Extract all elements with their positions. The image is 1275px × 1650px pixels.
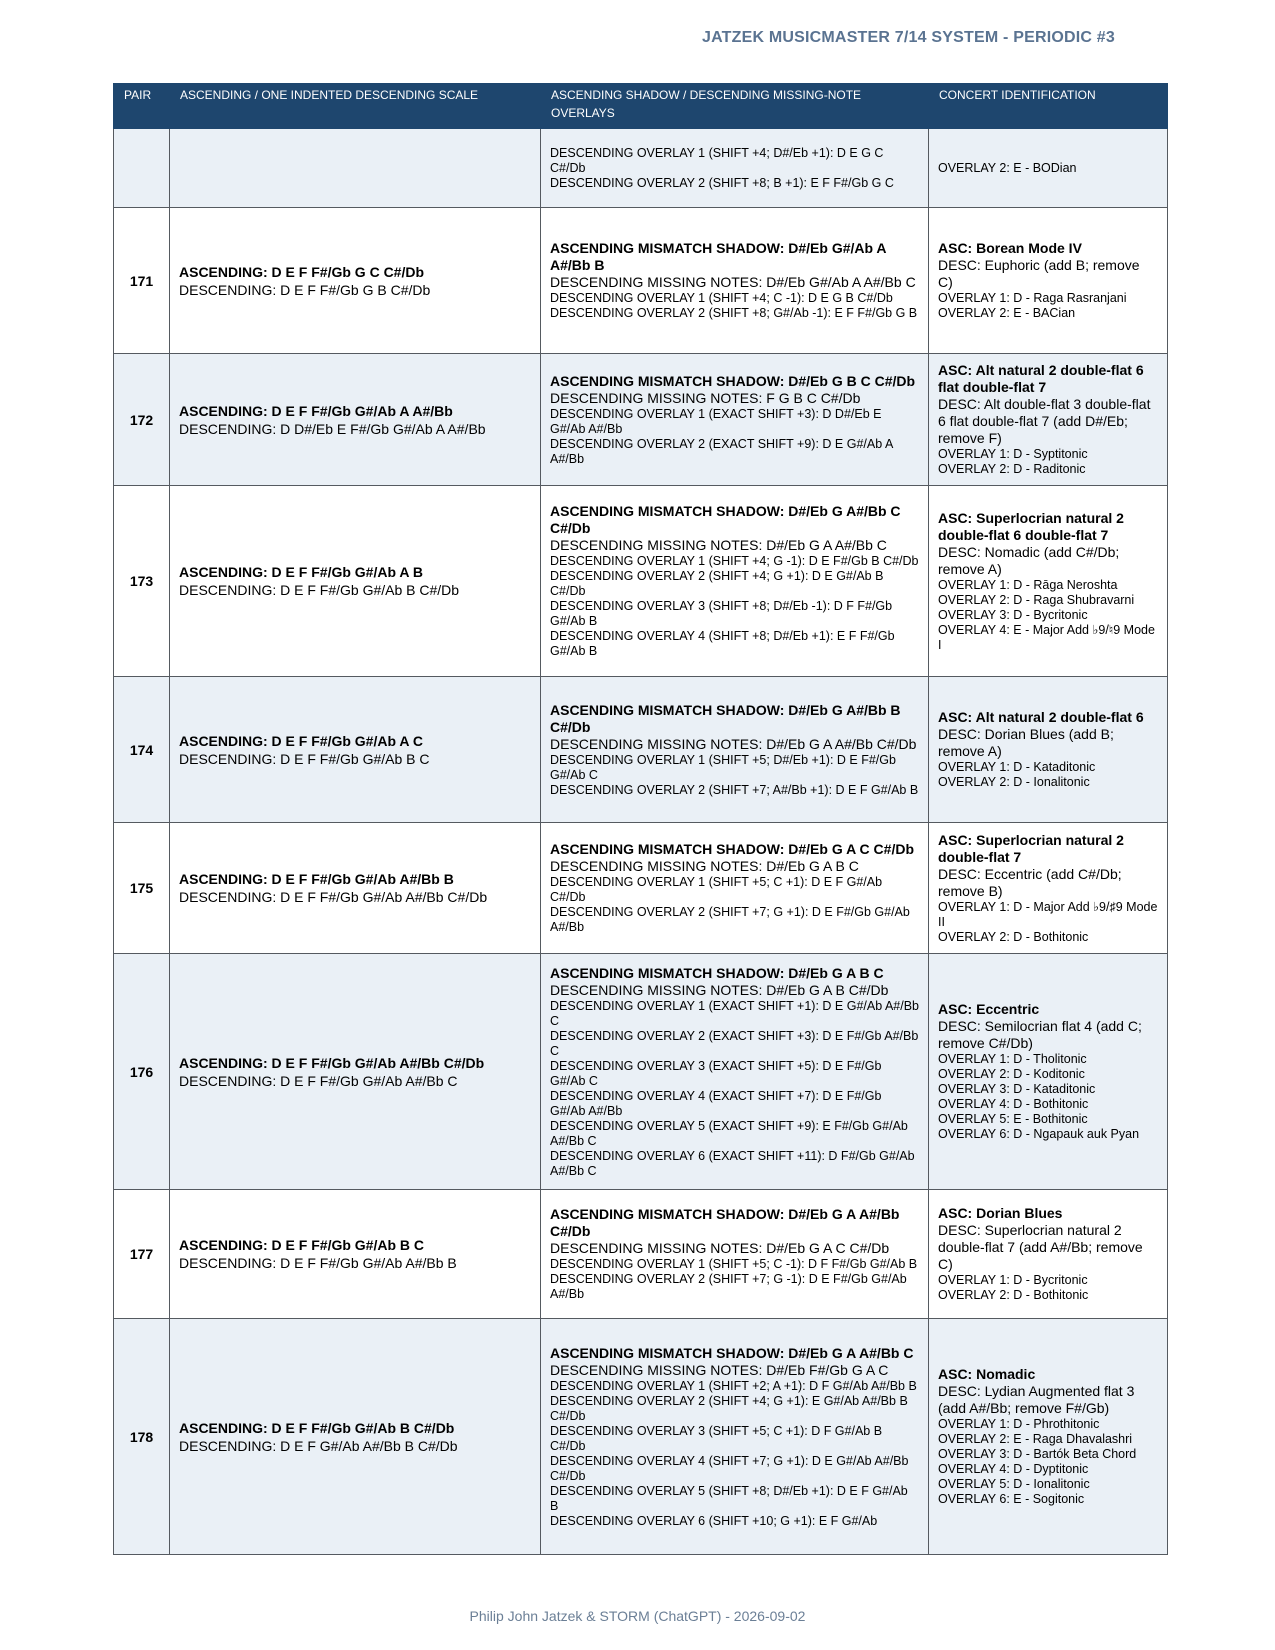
ascending-scale: ASCENDING: D E F F#/Gb G#/Ab A A#/Bb xyxy=(179,402,453,419)
concert-cell xyxy=(929,1319,1168,1555)
table-row xyxy=(114,1319,1168,1555)
concert-line: DESC: Alt double-flat 3 double-flat 6 flat double-flat 7 (add D#/Eb; remove F) xyxy=(938,396,1151,446)
overlay-line: DESCENDING OVERLAY 1 (SHIFT +4; C -1): D E G B C#/Db xyxy=(550,291,893,305)
overlay-line: DESCENDING MISSING NOTES: D#/Eb G A B C#/Db xyxy=(550,981,889,998)
ascending-scale: ASCENDING: D E F F#/Gb G#/Ab A#/Bb C#/Db xyxy=(179,1054,485,1071)
table-row xyxy=(114,208,1168,354)
concert-line: OVERLAY 2: D - Bothitonic xyxy=(938,929,1089,944)
overlay-line: DESCENDING MISSING NOTES: D#/Eb F#/Gb G A C xyxy=(550,1361,889,1378)
overlay-line: DESCENDING OVERLAY 6 (EXACT SHIFT +11): D F#/Gb G#/Ab A#/Bb C xyxy=(550,1148,915,1178)
overlay-cell xyxy=(541,823,929,954)
concert-line: OVERLAY 4: D - Bothitonic xyxy=(938,1097,1089,1111)
table-body xyxy=(114,129,1168,1555)
concert-line: ASC: Eccentric xyxy=(938,1001,1040,1017)
concert-cell xyxy=(929,129,1168,208)
table-row xyxy=(114,823,1168,954)
page-header-title: JATZEK MUSICMASTER 7/14 SYSTEM - PERIODIC #3 xyxy=(701,29,1115,46)
concert-line: DESC: Euphoric (add B; remove C) xyxy=(938,257,1140,290)
overlay-line: DESCENDING OVERLAY 2 (SHIFT +8; G#/Ab -1): E F F#/Gb G B xyxy=(550,306,918,320)
ascending-scale: ASCENDING: D E F F#/Gb G#/Ab B C xyxy=(179,1237,425,1253)
overlay-line: DESCENDING OVERLAY 5 (SHIFT +8; D#/Eb +1): D E F G#/Ab B xyxy=(550,1483,908,1513)
descending-scale: DESCENDING: D E F F#/Gb G#/Ab A#/Bb C xyxy=(179,1072,458,1089)
ascending-scale: ASCENDING: D E F F#/Gb G#/Ab A B xyxy=(179,564,423,580)
overlay-line: DESCENDING MISSING NOTES: D#/Eb G A C C#/Db xyxy=(550,1240,890,1256)
concert-line: OVERLAY 2: E - BACian xyxy=(938,306,1076,320)
overlay-line: DESCENDING MISSING NOTES: D#/Eb G A A#/Bb C#/Db xyxy=(550,735,917,752)
overlay-line: DESCENDING MISSING NOTES: F G B C C#/Db xyxy=(550,389,861,406)
pair-number: 176 xyxy=(114,954,170,1190)
overlay-line: DESCENDING OVERLAY 6 (SHIFT +10; G +1): E F G#/Ab xyxy=(550,1513,878,1528)
overlay-line: DESCENDING OVERLAY 4 (SHIFT +8; D#/Eb +1): E F F#/Gb G#/Ab B xyxy=(550,629,895,658)
concert-line: OVERLAY 4: D - Dyptitonic xyxy=(938,1462,1089,1476)
overlay-line: ASCENDING MISMATCH SHADOW: D#/Eb G A A#/Bb C#/Db xyxy=(550,1206,900,1239)
scale-cell xyxy=(170,823,541,954)
concert-line: ASC: Superlocrian natural 2 double-flat 6 double-flat 7 xyxy=(938,509,1124,543)
concert-cell xyxy=(929,1190,1168,1319)
pair-number: 174 xyxy=(114,677,170,823)
overlay-line: DESCENDING OVERLAY 4 (SHIFT +7; G +1): D E G#/Ab A#/Bb C#/Db xyxy=(550,1453,909,1483)
overlay-line: DESCENDING OVERLAY 2 (EXACT SHIFT +9): D E G#/Ab A A#/Bb xyxy=(550,436,893,466)
concert-line: ASC: Alt natural 2 double-flat 6 flat double-flat 7 xyxy=(938,362,1144,395)
ascending-scale: ASCENDING: D E F F#/Gb G#/Ab A#/Bb B xyxy=(179,871,454,887)
concert-cell xyxy=(929,823,1168,954)
concert-line: ASC: Dorian Blues xyxy=(938,1205,1063,1221)
overlay-line: DESCENDING OVERLAY 1 (EXACT SHIFT +3): D D#/Eb E G#/Ab A#/Bb xyxy=(550,406,882,436)
descending-scale: DESCENDING: D E F F#/Gb G#/Ab A#/Bb C#/Db xyxy=(179,889,488,905)
concert-line: OVERLAY 5: E - Bothitonic xyxy=(938,1112,1088,1126)
overlay-line: DESCENDING OVERLAY 3 (SHIFT +8; D#/Eb -1): D F F#/Gb G#/Ab B xyxy=(550,599,893,628)
pair-number xyxy=(114,129,170,208)
ascending-scale: ASCENDING: D E F F#/Gb G C C#/Db xyxy=(179,263,425,280)
overlay-cell xyxy=(541,1190,929,1319)
overlay-cell xyxy=(541,354,929,486)
concert-line: OVERLAY 3: D - Bycritonic xyxy=(938,607,1088,622)
concert-cell xyxy=(929,954,1168,1190)
concert-line: OVERLAY 2: D - Koditonic xyxy=(938,1067,1085,1081)
table-row xyxy=(114,1190,1168,1319)
concert-line: OVERLAY 1: D - Rāga Neroshta xyxy=(938,577,1118,592)
overlay-line: DESCENDING OVERLAY 1 (SHIFT +2; A +1): D F G#/Ab A#/Bb B xyxy=(550,1378,917,1393)
overlay-line: ASCENDING MISMATCH SHADOW: D#/Eb G A C C#/Db xyxy=(550,841,915,857)
scale-pairs-table xyxy=(113,83,1168,1555)
ascending-scale: ASCENDING: D E F F#/Gb G#/Ab A C xyxy=(179,732,423,749)
overlay-line: DESCENDING OVERLAY 2 (SHIFT +7; A#/Bb +1): D E F G#/Ab B xyxy=(550,782,919,797)
concert-line: OVERLAY 2: D - Bothitonic xyxy=(938,1288,1089,1302)
scale-cell xyxy=(170,954,541,1190)
table-row xyxy=(114,486,1168,677)
overlay-line: DESCENDING OVERLAY 2 (SHIFT +7; G +1): D E F#/Gb G#/Ab A#/Bb xyxy=(550,905,910,934)
overlay-line: DESCENDING OVERLAY 5 (EXACT SHIFT +9): E F#/Gb G#/Ab A#/Bb C xyxy=(550,1118,908,1148)
concert-line: DESC: Nomadic (add C#/Db; remove A) xyxy=(938,543,1120,577)
concert-line: ASC: Borean Mode IV xyxy=(938,240,1082,256)
descending-scale: DESCENDING: D E F G#/Ab A#/Bb B C#/Db xyxy=(179,1437,458,1454)
concert-line: OVERLAY 6: D - Ngapauk auk Pyan xyxy=(938,1127,1140,1141)
concert-cell xyxy=(929,677,1168,823)
overlay-line: DESCENDING OVERLAY 1 (SHIFT +4; D#/Eb +1): D E G C C#/Db xyxy=(550,145,884,175)
overlay-cell xyxy=(541,1319,929,1555)
overlay-line: ASCENDING MISMATCH SHADOW: D#/Eb G A#/Bb C C#/Db xyxy=(550,503,901,536)
descending-scale: DESCENDING: D E F F#/Gb G B C#/Db xyxy=(179,281,431,298)
overlay-line: DESCENDING OVERLAY 2 (SHIFT +8; B +1): E F F#/Gb G C xyxy=(550,175,894,190)
overlay-line: DESCENDING OVERLAY 1 (EXACT SHIFT +1): D E G#/Ab A#/Bb C xyxy=(550,998,919,1028)
concert-line: DESC: Superlocrian natural 2 double-flat 7 (add A#/Bb; remove C) xyxy=(938,1222,1143,1272)
overlay-line: DESCENDING MISSING NOTES: D#/Eb G A B C xyxy=(550,858,859,874)
descending-scale: DESCENDING: D D#/Eb E F#/Gb G#/Ab A A#/Bb xyxy=(179,420,486,437)
concert-line: OVERLAY 1: D - Kataditonic xyxy=(938,760,1096,774)
descending-scale: DESCENDING: D E F F#/Gb G#/Ab B C xyxy=(179,750,430,767)
concert-line: OVERLAY 6: E - Sogitonic xyxy=(938,1492,1085,1506)
concert-line: OVERLAY 5: D - Ionalitonic xyxy=(938,1477,1090,1491)
overlay-line: DESCENDING MISSING NOTES: D#/Eb G#/Ab A A#/Bb C xyxy=(550,274,916,290)
concert-line: OVERLAY 2: E - BODian xyxy=(938,160,1077,175)
concert-line: OVERLAY 1: D - Syptitonic xyxy=(938,447,1088,461)
pair-number: 172 xyxy=(114,354,170,486)
concert-line: DESC: Dorian Blues (add B; remove A) xyxy=(938,726,1114,759)
descending-scale: DESCENDING: D E F F#/Gb G#/Ab B C#/Db xyxy=(179,582,460,598)
scale-cell xyxy=(170,677,541,823)
concert-line: OVERLAY 4: E - Major Add ♭9/♮9 Mode I xyxy=(938,622,1155,652)
overlay-line: DESCENDING OVERLAY 4 (EXACT SHIFT +7): D E F#/Gb G#/Ab A#/Bb xyxy=(550,1088,882,1118)
concert-line: OVERLAY 1: D - Raga Rasranjani xyxy=(938,291,1127,305)
overlay-line: ASCENDING MISMATCH SHADOW: D#/Eb G B C C#/Db xyxy=(550,372,916,389)
concert-line: OVERLAY 3: D - Kataditonic xyxy=(938,1082,1096,1096)
concert-line: OVERLAY 2: D - Raditonic xyxy=(938,462,1086,476)
overlay-line: DESCENDING OVERLAY 2 (SHIFT +7; G -1): D E F#/Gb G#/Ab A#/Bb xyxy=(550,1272,907,1301)
scale-cell xyxy=(170,1190,541,1319)
overlay-line: DESCENDING OVERLAY 3 (EXACT SHIFT +5): D E F#/Gb G#/Ab C xyxy=(550,1058,882,1088)
scale-cell xyxy=(170,208,541,354)
overlay-line: DESCENDING OVERLAY 2 (EXACT SHIFT +3): D E F#/Gb A#/Bb C xyxy=(550,1028,919,1058)
column-header-pair: PAIR xyxy=(114,84,170,129)
concert-line: OVERLAY 1: D - Bycritonic xyxy=(938,1273,1088,1287)
concert-line: DESC: Lydian Augmented flat 3 (add A#/Bb; remove F#/Gb) xyxy=(938,1383,1135,1416)
overlay-cell xyxy=(541,486,929,677)
table-row xyxy=(114,354,1168,486)
descending-scale: DESCENDING: D E F F#/Gb G#/Ab A#/Bb B xyxy=(179,1255,457,1271)
column-header-scale: ASCENDING / ONE INDENTED DESCENDING SCALE xyxy=(170,84,541,129)
overlay-line: DESCENDING OVERLAY 1 (SHIFT +4; G -1): D E F#/Gb B C#/Db xyxy=(550,554,919,568)
concert-line: ASC: Nomadic xyxy=(938,1366,1036,1382)
table-row xyxy=(114,954,1168,1190)
ascending-scale: ASCENDING: D E F F#/Gb G#/Ab B C#/Db xyxy=(179,1419,455,1436)
overlay-line: DESCENDING MISSING NOTES: D#/Eb G A A#/Bb C xyxy=(550,537,887,553)
scale-cell xyxy=(170,1319,541,1555)
pair-number: 175 xyxy=(114,823,170,954)
pair-number: 178 xyxy=(114,1319,170,1555)
scale-cell xyxy=(170,354,541,486)
scale-cell xyxy=(170,129,541,208)
pair-number: 177 xyxy=(114,1190,170,1319)
concert-line: OVERLAY 3: D - Bartók Beta Chord xyxy=(938,1447,1137,1461)
overlay-line: ASCENDING MISMATCH SHADOW: D#/Eb G A B C xyxy=(550,964,884,981)
concert-line: OVERLAY 2: E - Raga Dhavalashri xyxy=(938,1432,1133,1446)
pair-number: 171 xyxy=(114,208,170,354)
table-header-row xyxy=(114,84,1168,129)
concert-line: OVERLAY 2: D - Ionalitonic xyxy=(938,775,1090,789)
overlay-line: ASCENDING MISMATCH SHADOW: D#/Eb G A A#/Bb C xyxy=(550,1344,914,1361)
concert-line: OVERLAY 1: D - Tholitonic xyxy=(938,1052,1087,1066)
overlay-cell xyxy=(541,677,929,823)
table-row xyxy=(114,677,1168,823)
overlay-line: DESCENDING OVERLAY 2 (SHIFT +4; G +1): E G#/Ab A#/Bb B C#/Db xyxy=(550,1393,908,1423)
concert-line: DESC: Semilocrian flat 4 (add C; remove C#/Db) xyxy=(938,1018,1142,1051)
concert-line: OVERLAY 2: D - Raga Shubravarni xyxy=(938,592,1135,607)
overlay-line: DESCENDING OVERLAY 3 (SHIFT +5; C +1): D F G#/Ab B C#/Db xyxy=(550,1423,883,1453)
concert-line: DESC: Eccentric (add C#/Db; remove B) xyxy=(938,865,1122,899)
concert-line: ASC: Alt natural 2 double-flat 6 xyxy=(938,709,1144,725)
overlay-cell xyxy=(541,208,929,354)
concert-line: OVERLAY 1: D - Phrothitonic xyxy=(938,1417,1100,1431)
overlay-line: DESCENDING OVERLAY 1 (SHIFT +5; C -1): D F F#/Gb G#/Ab B xyxy=(550,1257,918,1271)
scale-cell xyxy=(170,486,541,677)
concert-cell xyxy=(929,486,1168,677)
overlay-line: DESCENDING OVERLAY 1 (SHIFT +5; D#/Eb +1): D E F#/Gb G#/Ab C xyxy=(550,752,896,782)
concert-line: ASC: Superlocrian natural 2 double-flat 7 xyxy=(938,831,1124,865)
concert-cell xyxy=(929,208,1168,354)
pair-number: 173 xyxy=(114,486,170,677)
overlay-line: ASCENDING MISMATCH SHADOW: D#/Eb G#/Ab A A#/Bb B xyxy=(550,240,887,273)
table-row xyxy=(114,129,1168,208)
overlay-line: ASCENDING MISMATCH SHADOW: D#/Eb G A#/Bb B C#/Db xyxy=(550,701,901,735)
overlay-cell xyxy=(541,129,929,208)
column-header-concert: CONCERT IDENTIFICATION xyxy=(929,84,1168,129)
overlay-line: DESCENDING OVERLAY 2 (SHIFT +4; G +1): D E G#/Ab B C#/Db xyxy=(550,569,884,598)
concert-line: OVERLAY 1: D - Major Add ♭9/♯9 Mode II xyxy=(938,899,1158,929)
page-footer: Philip John Jatzek & STORM (ChatGPT) - 2026-09-02 xyxy=(469,1608,806,1624)
overlay-cell xyxy=(541,954,929,1190)
overlay-line: DESCENDING OVERLAY 1 (SHIFT +5; C +1): D E F G#/Ab C#/Db xyxy=(550,875,883,904)
column-header-overlays: ASCENDING SHADOW / DESCENDING MISSING-NOTE OVERLAYS xyxy=(541,84,929,129)
concert-cell xyxy=(929,354,1168,486)
